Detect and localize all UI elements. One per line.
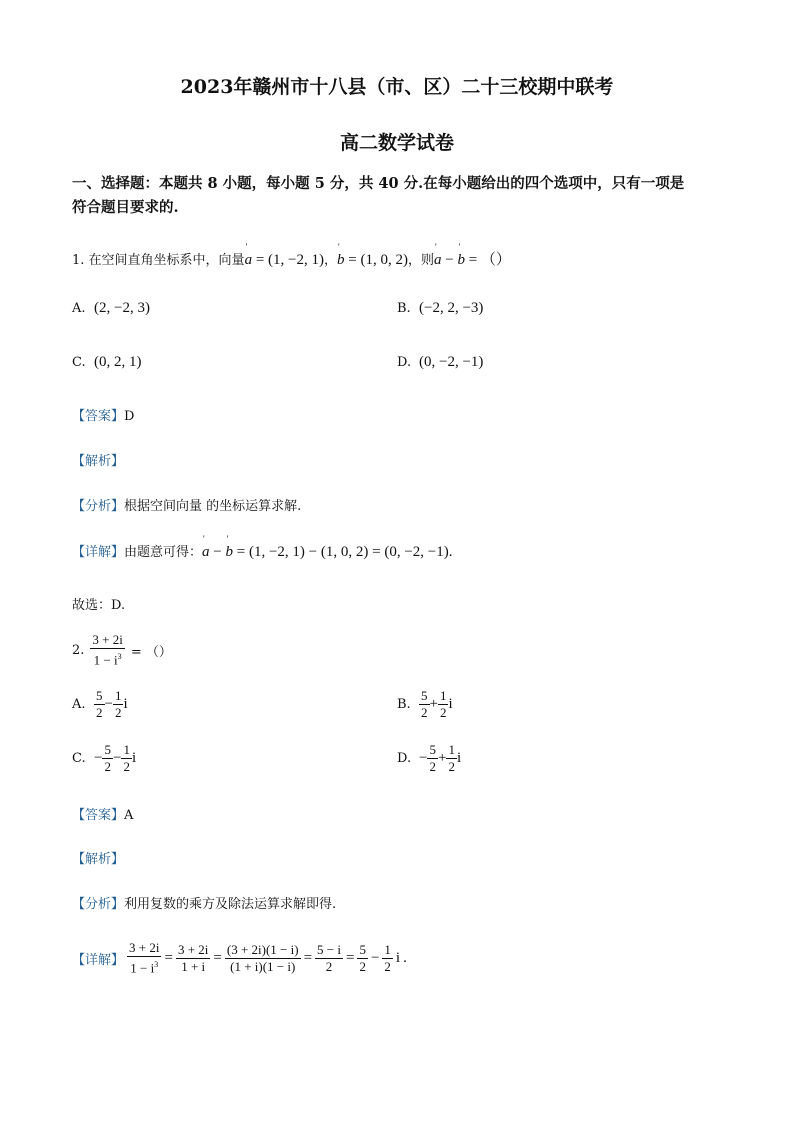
q1-option-a[interactable]: A. (2, −2, 3) — [72, 300, 150, 316]
q2-analysis-tag: 【解析】 — [72, 852, 125, 867]
q2-answer: 【答案】A — [72, 808, 134, 823]
q1-option-c[interactable]: C. (0, 2, 1) — [72, 354, 142, 370]
question-number: 1. — [72, 253, 85, 268]
section-heading — [72, 172, 684, 220]
question-number: 2. — [72, 642, 85, 658]
q2-option-d[interactable]: D. − $\frac{5}{2}$ + $\frac{1}{2}$ i — [397, 742, 462, 774]
question-2-stem: 2. $\frac{3 + 2i}{1 - i^3}$ = （） — [72, 632, 172, 668]
vector-b-value: = (1, 0, 2) — [348, 252, 408, 268]
question-text: 在空间直角坐标系中，向量 — [88, 253, 245, 268]
section-line-1: 一、选择题：本题共 8 小题，每小题 5 分，共 40 分.在每小题给出的四个选项中，只有一项是 — [72, 175, 685, 192]
vector-a: ' a — [245, 252, 253, 269]
section-line-2: 符合题目要求的. — [72, 199, 179, 216]
q1-xiangjie: 【详解】由题意可得：' a − ' b = (1, −2, 1) − (1, 0, 2) = (0, −2, −1). — [72, 541, 452, 561]
question-1-stem: 1. 在空间直角坐标系中，向量' a = (1, −2, 1)，' b = (1, 0, 2)，则' a − ' b = （） — [72, 248, 511, 269]
q2-option-b[interactable]: B. $\frac{5}{2}$ + $\frac{1}{2}$ i — [397, 688, 453, 720]
vector-b: ' b — [337, 252, 345, 269]
q1-fenxi: 【分析】根据空间向量 的坐标运算求解. — [72, 499, 302, 514]
q1-option-b[interactable]: B. (−2, 2, −3) — [397, 300, 484, 316]
q2-fenxi: 【分析】利用复数的乘方及除法运算求解即得. — [72, 897, 337, 912]
vector-a-value: = (1, −2, 1) — [255, 252, 324, 268]
q2-option-c[interactable]: C. − $\frac{5}{2}$ − $\frac{1}{2}$ i — [72, 742, 137, 774]
q1-analysis-tag: 【解析】 — [72, 454, 125, 469]
q1-conclusion: 故选：D. — [72, 598, 126, 613]
q1-answer: 【答案】D — [72, 409, 135, 424]
q2-option-a[interactable]: A. $\frac{5}{2}$ − $\frac{1}{2}$ i — [72, 688, 128, 720]
exam-subtitle: 高二数学试卷 — [339, 132, 454, 154]
q2-fraction: $\frac{3 + 2i}{1 - i^3}$ — [92, 632, 123, 668]
exam-title: 2023年赣州市十八县（市、区）二十三校期中联考 — [180, 76, 614, 98]
q2-xiangjie: 【详解】 $\frac{3 + 2i}{1 - i^3}$ = $\frac{3 + 2i}{1 + i}$ = $\frac{(3 + 2i)(1 - i)}{(1 + i)(1 - i)}$ = $\frac{5 - i}{2}$ = $\frac{5}{2}$ − $\frac{1}{2}$ i . — [72, 940, 407, 976]
q1-option-d[interactable]: D. (0, −2, −1) — [397, 354, 484, 370]
